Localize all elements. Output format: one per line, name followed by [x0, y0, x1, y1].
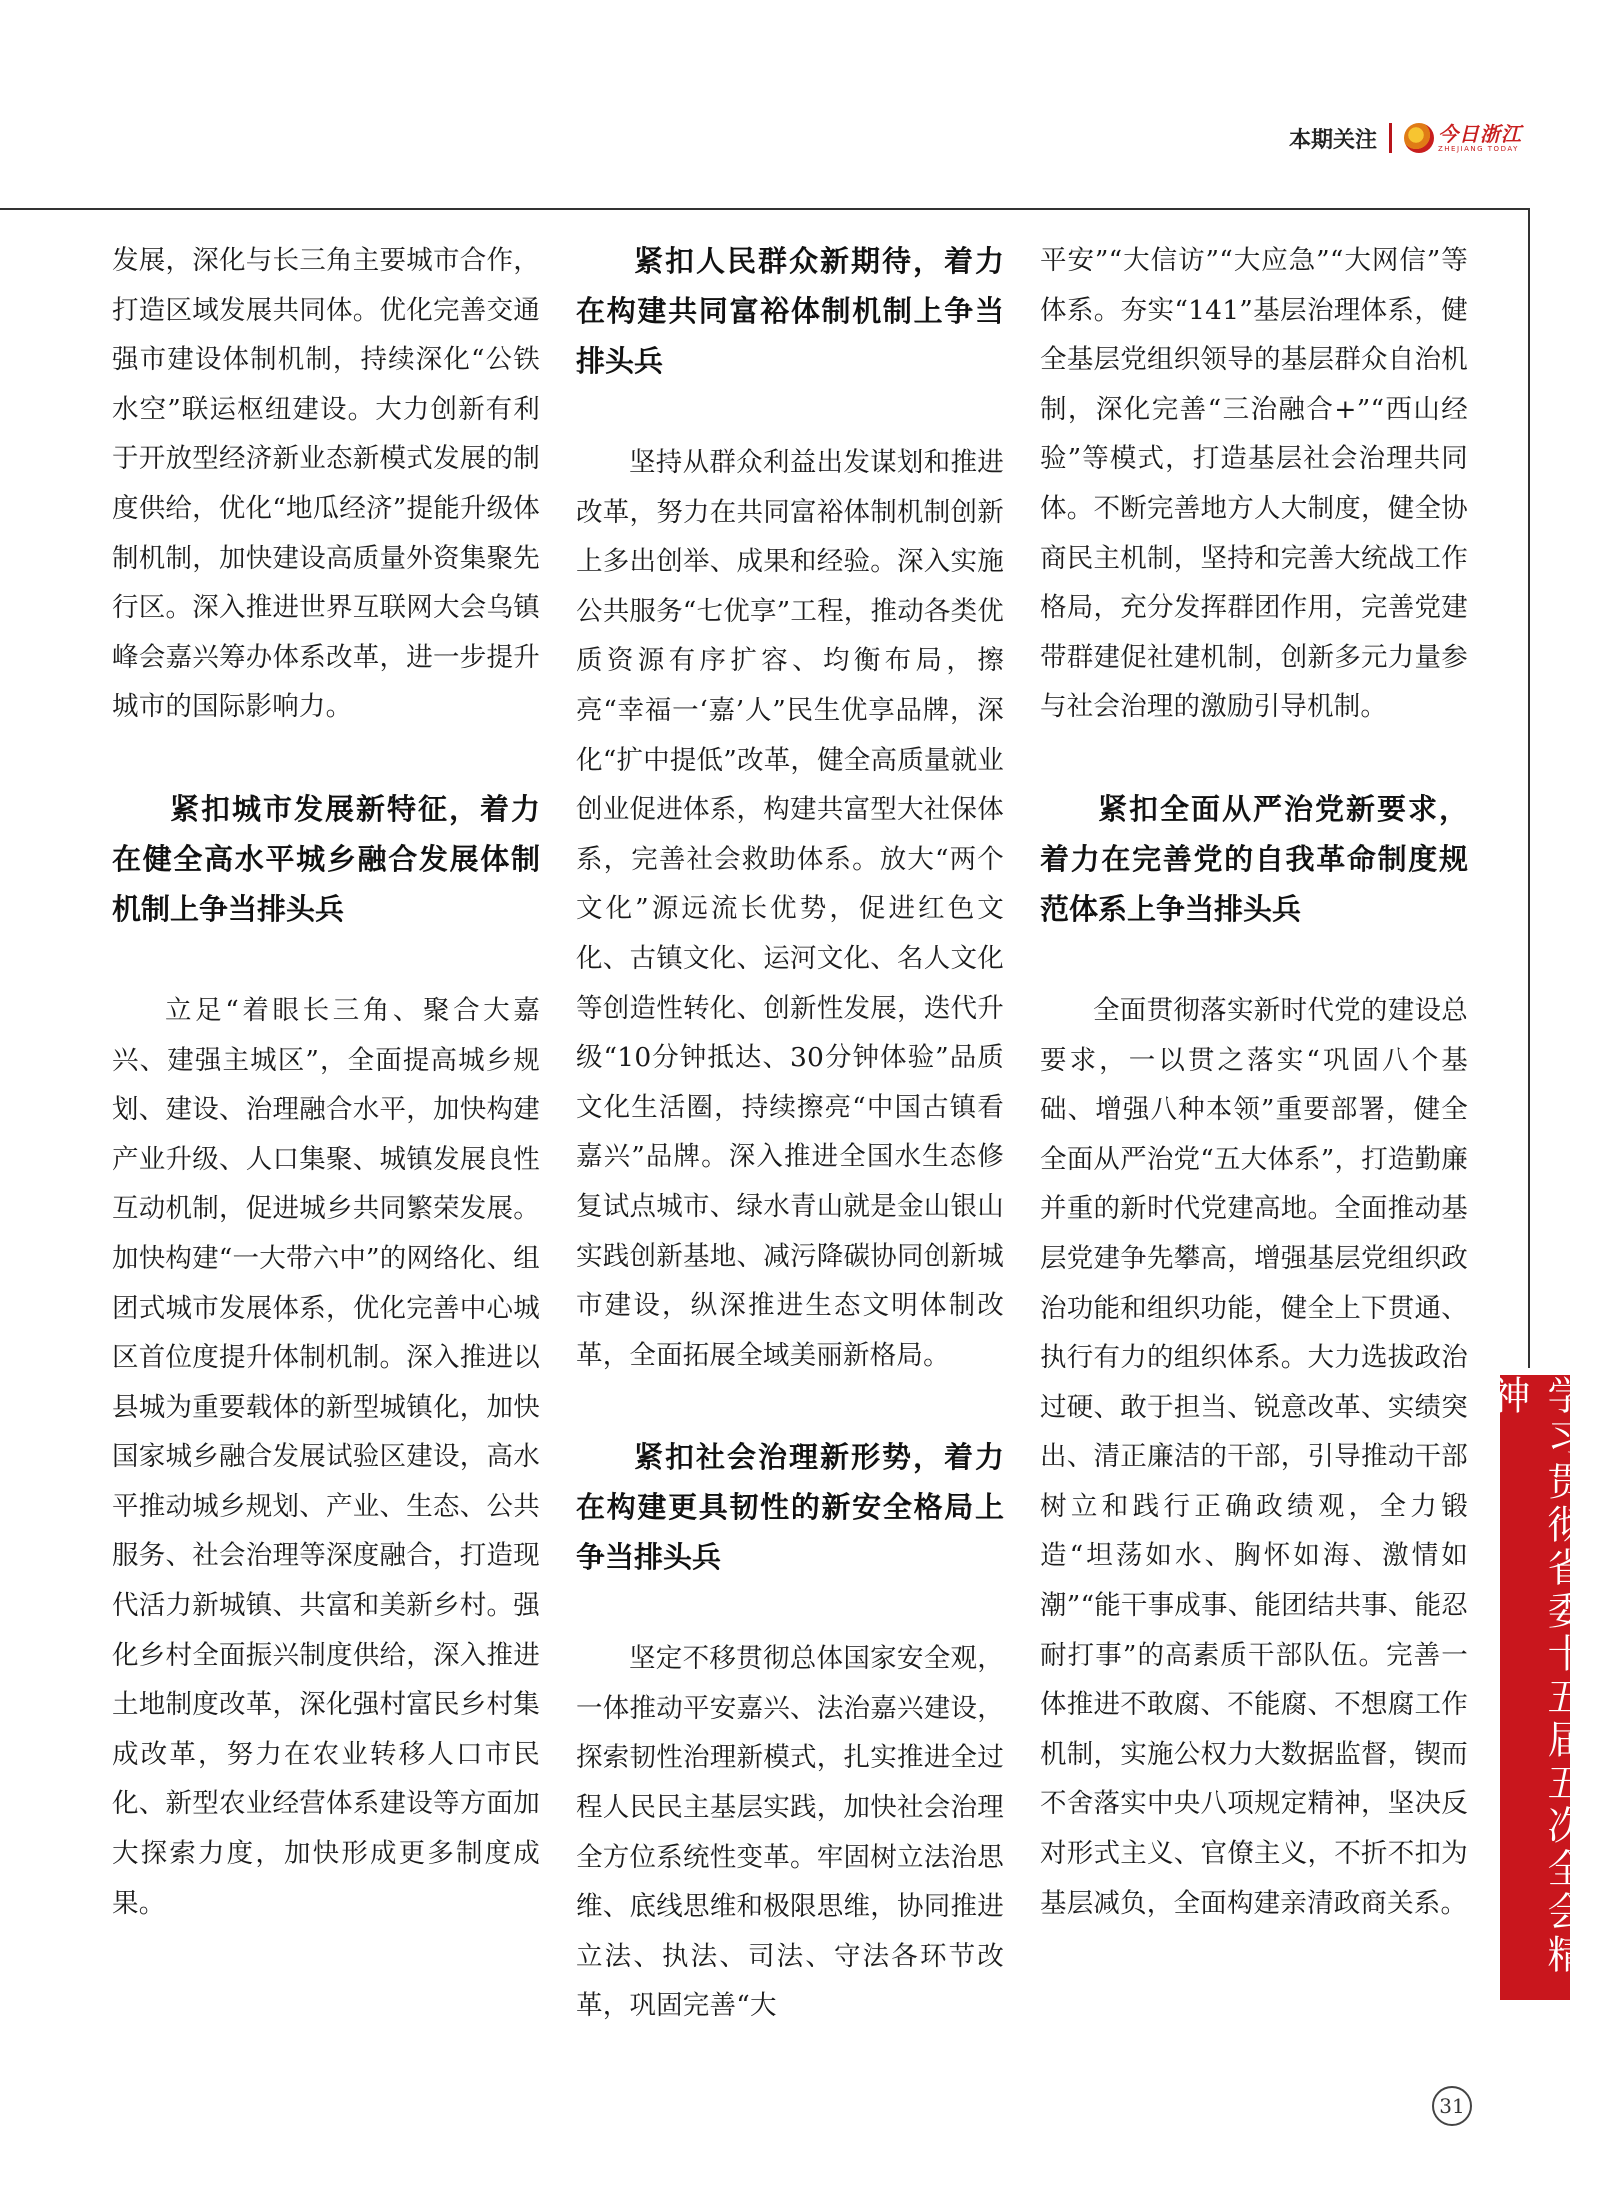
column-3 [1040, 236, 1468, 1928]
header-divider [1389, 123, 1392, 153]
top-rule [0, 208, 1530, 210]
logo-english: ZHEJIANG TODAY [1438, 144, 1519, 153]
column-2 [576, 236, 1004, 2031]
col2-paragraph-2: 坚定不移贯彻总体国家安全观，一体推动平安嘉兴、法治嘉兴建设，探索韧性治理新模式，扎实推进全过程人民民主基层实践，加快社会治理全方位系统性变革。牢固树立法治思维、底线思维和极限思维，协同推进立法、执法、司法、守法各环节改革，巩固完善“大 [576, 1643, 1004, 2022]
col2-paragraph-1: 坚持从群众利益出发谋划和推进改革，努力在共同富裕体制机制创新上多出创举、成果和经验。深入实施公共服务“七优享”工程，推动各类优质资源有序扩容、均衡布局，擦亮“幸福一‘嘉’人”民生优享品牌，深化“扩中提低”改革，健全高质量就业创业促进体系，构建共富型大社保体系，完善社会救助体系。放大“两个文化”源远流长优势，促进红色文化、古镇文化、运河文化、名人文化等创造性转化、创新性发展，迭代升级“10分钟抵达、30分钟体验”品质文化生活圈，持续擦亮“中国古镇看嘉兴”品牌。深入推进全国水生态修复试点城市、绿水青山就是金山银山实践创新基地、减污降碳协同创新城市建设，纵深推进生态文明体制改革，全面拓展全域美丽新格局。 [576, 447, 1004, 1371]
col2-heading-2: 紧扣社会治理新形势，着力在构建更具韧性的新安全格局上争当排头兵 [576, 1440, 1004, 1575]
col1-heading-1: 紧扣城市发展新特征，着力在健全高水平城乡融合发展体制机制上争当排头兵 [112, 791, 540, 926]
col1-paragraph-2: 立足“着眼长三角、聚合大嘉兴、建强主城区”，全面提高城乡规划、建设、治理融合水平，加快构建产业升级、人口集聚、城镇发展良性互动机制，促进城乡共同繁荣发展。加快构建“一大带六中”的网络化、组团式城市发展体系，优化完善中心城区首位度提升体制机制。深入推进以县城为重要载体的新型城镇化，加快国家城乡融合发展试验区建设，高水平推动城乡规划、产业、生态、公共服务、社会治理等深度融合，打造现代活力新城镇、共富和美新乡村。强化乡村全面振兴制度供给，深入推进土地制度改革，深化强村富民乡村集成改革，努力在农业转移人口市民化、新型农业经营体系建设等方面加大探索力度，加快形成更多制度成果。 [112, 994, 540, 1919]
page-number: 31 [1432, 2086, 1472, 2126]
col3-heading-1: 紧扣全面从严治党新要求，着力在完善党的自我革命制度规范体系上争当排头兵 [1040, 791, 1468, 926]
section-label: 本期关注 [1288, 127, 1377, 153]
col3-paragraph-1: 平安”“大信访”“大应急”“大网信”等体系。夯实“141”基层治理体系，健全基层党组织领导的基层群众自治机制，深化完善“三治融合+”“西山经验”等模式，打造基层社会治理共同体。不断完善地方人大制度，健全协商民主机制，坚持和完善大统战工作格局，充分发挥群团作用，完善党建带群建促社建机制，创新多元力量参与社会治理的激励引导机制。 [1040, 245, 1468, 723]
col3-paragraph-2: 全面贯彻落实新时代党的建设总要求，一以贯之落实“巩固八个基础、增强八种本领”重要部署，健全全面从严治党“五大体系”，打造勤廉并重的新时代党建高地。全面推动基层党建争先攀高，增强基层党组织政治功能和组织功能，健全上下贯通、执行有力的组织体系。大力选拔政治过硬、敢于担当、锐意改革、实绩突出、清正廉洁的干部，引导推动干部树立和践行正确政绩观，全力锻造“坦荡如水、胸怀如海、激情如潮”“能干事成事、能团结共事、能忍耐打事”的高素质干部队伍。完善一体推进不敢腐、不能腐、不想腐工作机制，实施公权力大数据监督，锲而不舍落实中央八项规定精神，坚决反对形式主义、官僚主义，不折不扣为基层减负，全面构建亲清政商关系。 [1040, 994, 1468, 1919]
right-rule [1528, 208, 1530, 1368]
page-header [1289, 118, 1522, 158]
column-1 [112, 236, 540, 1928]
logo-sun-icon [1404, 123, 1434, 153]
logo-chinese: 今日浙江 [1438, 121, 1522, 146]
col1-paragraph-1: 发展，深化与长三角主要城市合作，打造区域发展共同体。优化完善交通强市建设体制机制，持续深化“公铁水空”联运枢纽建设。大力创新有利于开放型经济新业态新模式发展的制度供给，优化“地瓜经济”提能升级体制机制，加快建设高质量外资集聚先行区。深入推进世界互联网大会乌镇峰会嘉兴筹办体系改革，进一步提升城市的国际影响力。 [112, 245, 540, 723]
magazine-logo [1404, 123, 1522, 153]
logo-text [1438, 121, 1522, 153]
series-side-tab: 学习贯彻省委十五届五次全会精神 [1500, 1375, 1570, 2000]
col2-heading-1: 紧扣人民群众新期待，着力在构建共同富裕体制机制上争当排头兵 [576, 244, 1004, 378]
